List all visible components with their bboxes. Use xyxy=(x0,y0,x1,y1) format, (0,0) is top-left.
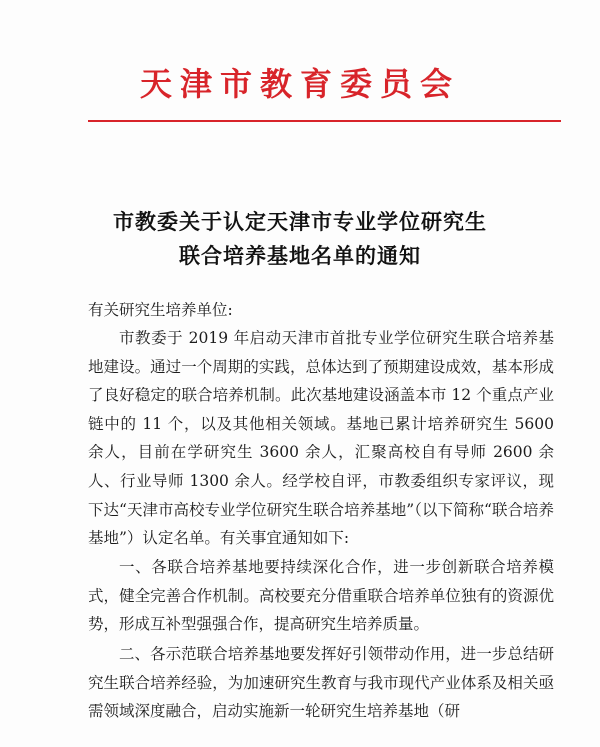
notice-title-line-1: 市教委关于认定天津市专业学位研究生 xyxy=(113,210,487,234)
body-paragraph-2: 一、各联合培养基地要持续深化合作，进一步创新联合培养模式，健全完善合作机制。高校要充分借重联合培养单位独有的资源优势，形成互补型强强合作，提高研究生培养质量。 xyxy=(88,558,554,634)
salutation: 有关研究生培养单位: xyxy=(88,301,233,319)
letterhead-org-name: 天津市教育委员会 xyxy=(139,65,460,103)
letterhead-red-rule xyxy=(88,120,561,122)
body-paragraph-3: 二、各示范联合培养基地要发挥好引领带动作用，进一步总结研究生联合培养经验，为加速研究生教育与我市现代产业体系及相关亟需领域深度融合，启动实施新一轮研究生培养基地（研 xyxy=(88,645,554,721)
notice-title-line-2: 联合培养基地名单的通知 xyxy=(179,244,421,268)
body-paragraph-1: 市教委于 2019 年启动天津市首批专业学位研究生联合培养基地建设。通过一个周期的实践，总体达到了预期建设成效，基本形成了良好稳定的联合培养机制。此次基地建设涵盖本市 12 个重点产业链中的 11 个，以及其他相关领域。基地已累计培养研究生 5600 余人，目前在学研究生 3600 余人，汇聚高校自有导师 2600 余人、行业导师 1300 余人。经学校自评，市教委组织专家评议，现下达“天津市高校专业学位研究生联合培养基地”（以下简称“联合培养基地”）认定名单。有关事宜通知如下: xyxy=(88,329,554,548)
